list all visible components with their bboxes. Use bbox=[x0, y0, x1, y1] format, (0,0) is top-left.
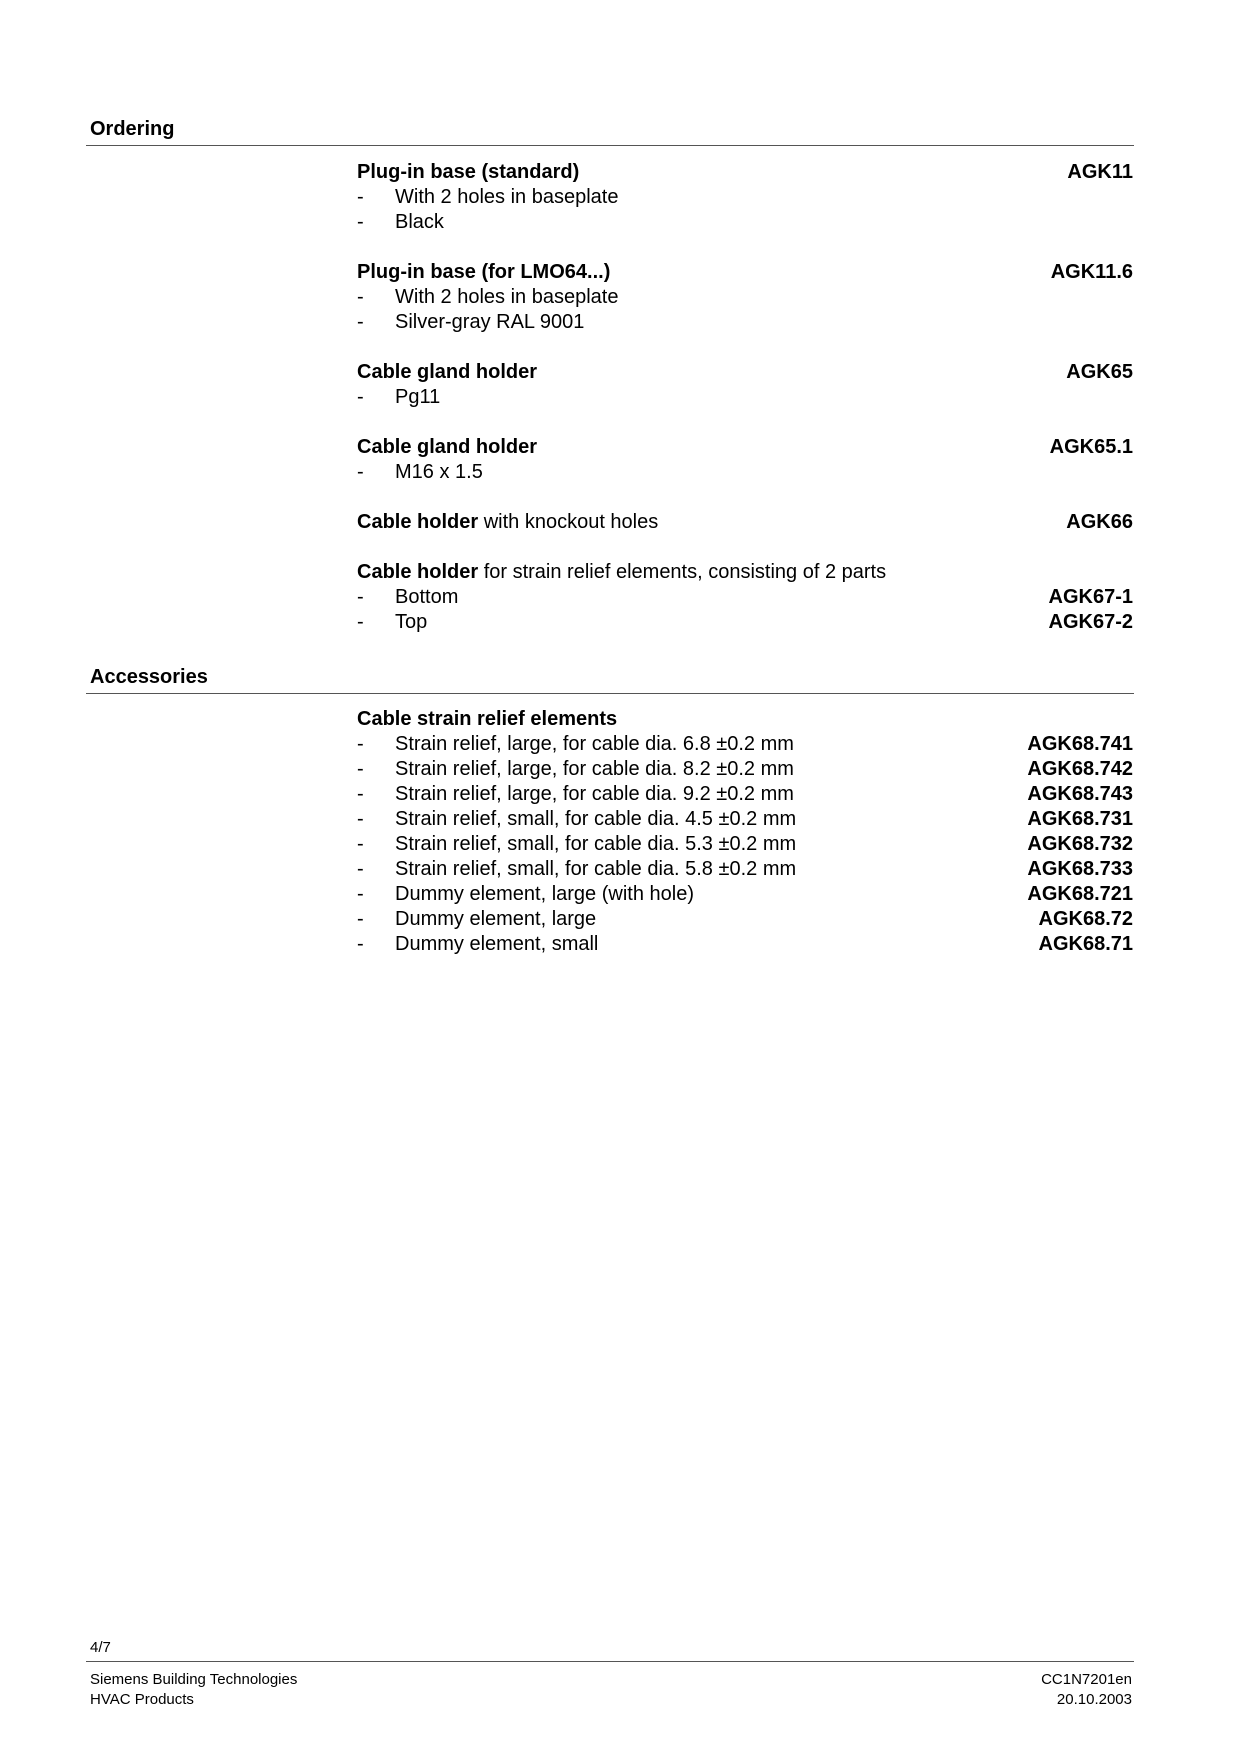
product-code: AGK67-2 bbox=[1048, 611, 1133, 633]
spec-text: Strain relief, large, for cable dia. 9.2 ±0.2 mm bbox=[395, 783, 794, 805]
spec-text: Dummy element, large bbox=[395, 908, 597, 930]
product-spec-row bbox=[357, 907, 1133, 932]
product-heading-row bbox=[357, 510, 1133, 535]
footer-doc-number: CC1N7201en bbox=[1041, 1671, 1132, 1688]
product-name: Cable gland holder bbox=[357, 436, 538, 458]
list-dash: - bbox=[357, 833, 364, 855]
product-heading-row bbox=[357, 360, 1133, 385]
product-code: AGK11.6 bbox=[1050, 261, 1133, 283]
product-name: Cable gland holder bbox=[357, 361, 538, 383]
list-dash: - bbox=[357, 286, 364, 308]
list-dash: - bbox=[357, 933, 364, 955]
list-dash: - bbox=[357, 808, 364, 830]
spec-text: With 2 holes in baseplate bbox=[395, 186, 619, 208]
product-name: Plug-in base (for LMO64...) bbox=[357, 261, 611, 283]
list-dash: - bbox=[357, 733, 364, 755]
product-spec-row bbox=[357, 757, 1133, 782]
product-heading-row bbox=[357, 707, 1133, 732]
product-spec-row bbox=[357, 310, 1133, 335]
list-dash: - bbox=[357, 311, 364, 333]
product-code: AGK66 bbox=[1066, 511, 1133, 533]
list-dash: - bbox=[357, 611, 364, 633]
spec-text: Strain relief, small, for cable dia. 5.3 ±0.2 mm bbox=[395, 833, 797, 855]
spec-text: Dummy element, large (with hole) bbox=[395, 883, 694, 905]
list-dash: - bbox=[357, 758, 364, 780]
product-name: Plug-in base (standard) bbox=[357, 161, 580, 183]
spec-text: M16 x 1.5 bbox=[395, 461, 483, 483]
list-dash: - bbox=[357, 461, 364, 483]
product-spec-row bbox=[357, 782, 1133, 807]
spec-text: Pg11 bbox=[395, 386, 441, 408]
spec-text: Strain relief, small, for cable dia. 4.5 ±0.2 mm bbox=[395, 808, 797, 830]
product-spec-row bbox=[357, 285, 1133, 310]
page-number: 4/7 bbox=[90, 1639, 111, 1656]
product-heading-row bbox=[357, 560, 1133, 585]
spec-text: Strain relief, large, for cable dia. 6.8 ±0.2 mm bbox=[395, 733, 794, 755]
product-spec-row bbox=[357, 460, 1133, 485]
product-code: AGK11 bbox=[1067, 161, 1133, 183]
product-code: AGK68.71 bbox=[1038, 933, 1133, 955]
list-dash: - bbox=[357, 783, 364, 805]
product-heading-row bbox=[357, 260, 1133, 285]
footer-date: 20.10.2003 bbox=[1056, 1691, 1132, 1708]
product-name: Cable holder for strain relief elements, consisting of 2 parts bbox=[357, 561, 887, 583]
list-dash: - bbox=[357, 586, 364, 608]
section-divider-ordering bbox=[86, 145, 1134, 146]
spec-text: Top bbox=[395, 611, 428, 633]
product-code: AGK67-1 bbox=[1048, 586, 1133, 608]
product-spec-row bbox=[357, 857, 1133, 882]
product-spec-row bbox=[357, 807, 1133, 832]
product-spec-row bbox=[357, 585, 1133, 610]
product-code: AGK68.733 bbox=[1027, 858, 1133, 880]
spec-text: Strain relief, large, for cable dia. 8.2 ±0.2 mm bbox=[395, 758, 794, 780]
product-heading-row bbox=[357, 435, 1133, 460]
product-spec-row bbox=[357, 932, 1133, 957]
list-dash: - bbox=[357, 211, 364, 233]
product-code: AGK68.732 bbox=[1027, 833, 1133, 855]
list-dash: - bbox=[357, 883, 364, 905]
spec-text: Dummy element, small bbox=[395, 933, 599, 955]
product-code: AGK68.741 bbox=[1027, 733, 1133, 755]
product-code: AGK68.743 bbox=[1027, 783, 1133, 805]
list-dash: - bbox=[357, 858, 364, 880]
product-spec-row bbox=[357, 210, 1133, 235]
product-code: AGK68.731 bbox=[1027, 808, 1133, 830]
spec-text: Strain relief, small, for cable dia. 5.8 ±0.2 mm bbox=[395, 858, 797, 880]
spec-text: Silver-gray RAL 9001 bbox=[395, 311, 585, 333]
section-divider-accessories bbox=[86, 693, 1134, 694]
product-name: Cable holder with knockout holes bbox=[357, 511, 659, 533]
list-dash: - bbox=[357, 186, 364, 208]
product-code: AGK65 bbox=[1066, 361, 1133, 383]
spec-text: Bottom bbox=[395, 586, 459, 608]
spec-text: Black bbox=[395, 211, 444, 233]
product-code: AGK65.1 bbox=[1049, 436, 1133, 458]
list-dash: - bbox=[357, 908, 364, 930]
product-spec-row bbox=[357, 185, 1133, 210]
product-spec-row bbox=[357, 385, 1133, 410]
product-code: AGK68.72 bbox=[1038, 908, 1133, 930]
footer-divider bbox=[86, 1661, 1134, 1662]
list-dash: - bbox=[357, 386, 364, 408]
footer-division: HVAC Products bbox=[90, 1691, 194, 1708]
footer-company: Siemens Building Technologies bbox=[90, 1671, 298, 1688]
product-spec-row bbox=[357, 732, 1133, 757]
product-name: Cable strain relief elements bbox=[357, 708, 618, 730]
product-spec-row bbox=[357, 832, 1133, 857]
section-title-accessories: Accessories bbox=[90, 666, 208, 688]
product-code: AGK68.742 bbox=[1027, 758, 1133, 780]
product-heading-row bbox=[357, 160, 1133, 185]
spec-text: With 2 holes in baseplate bbox=[395, 286, 619, 308]
product-spec-row bbox=[357, 882, 1133, 907]
product-code: AGK68.721 bbox=[1027, 883, 1133, 905]
product-spec-row bbox=[357, 610, 1133, 635]
section-title-ordering: Ordering bbox=[90, 118, 175, 140]
